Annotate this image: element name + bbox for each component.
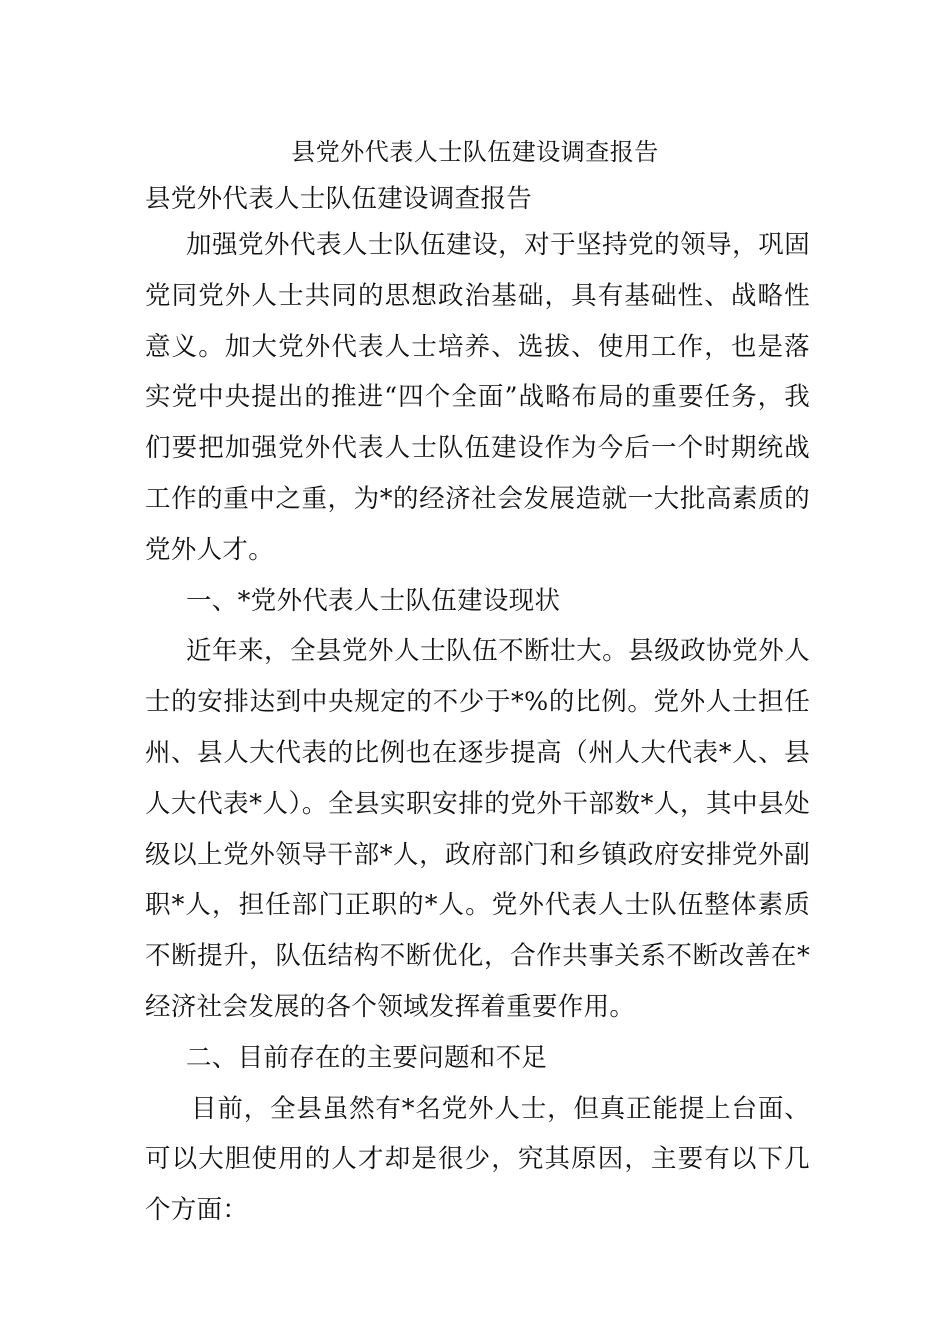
document-title: 县党外代表人士队伍建设调查报告 <box>291 138 659 166</box>
section-heading-2: 二、目前存在的主要问题和不足 <box>186 1042 548 1073</box>
document-body <box>145 178 810 1236</box>
section-heading-1: 一、*党外代表人士队伍建设现状 <box>186 585 561 616</box>
paragraph-problems: 目前，全县虽然有*名党外人士，但真正能提上台面、可以大胆使用的人才却是很少，究其原因，主要有以下几个方面： <box>145 1093 810 1226</box>
document-subtitle: 县党外代表人士队伍建设调查报告 <box>145 184 533 214</box>
paragraph-intro: 加强党外代表人士队伍建设，对于坚持党的领导，巩固党同党外人士共同的思想政治基础，具有基础性、战略性意义。加大党外代表人士培养、选拔、使用工作，也是落实党中央提出的推进“四个全面”战略布局的重要任务，我们要把加强党外代表人士队伍建设作为今后一个时期统战工作的重中之重，为*的经济社会发展造就一大批高素质的党外人才。 <box>145 230 810 565</box>
paragraph-current-status: 近年来，全县党外人士队伍不断壮大。县级政协党外人士的安排达到中央规定的不少于*%的比例。党外人士担任州、县人大代表的比例也在逐步提高（州人大代表*人、县人大代表*人）。全县实职安排的党外干部数*人，其中县处级以上党外领导干部*人，政府部门和乡镇政府安排党外副职*人，担任部门正职的*人。党外代表人士队伍整体素质不断提升，队伍结构不断优化，合作共事关系不断改善在*经济社会发展的各个领域发挥着重要作用。 <box>145 636 810 1022</box>
